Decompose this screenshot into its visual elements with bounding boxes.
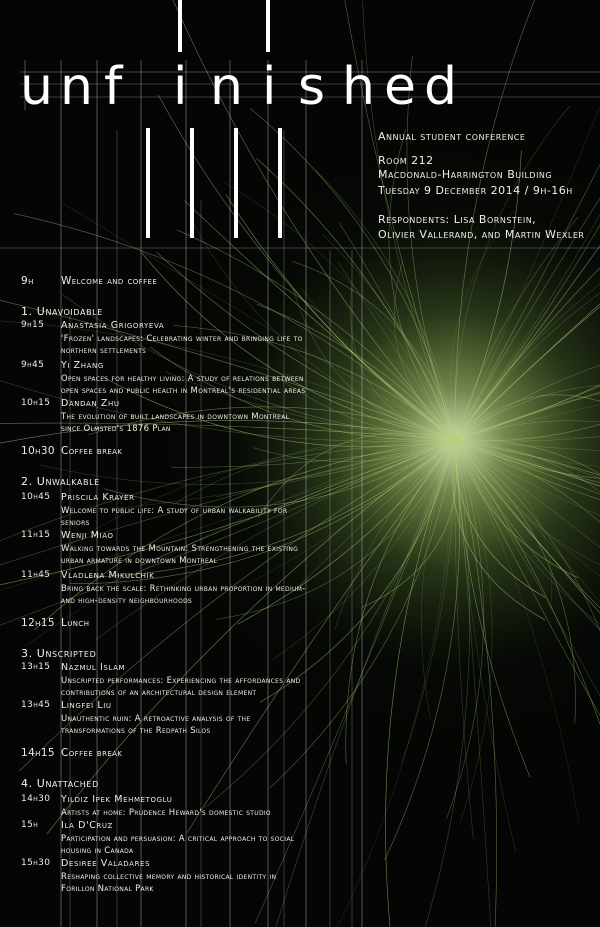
respondents-line-1: Respondents: Lisa Bornstein, bbox=[378, 213, 537, 226]
talk-time: 10h45 bbox=[21, 492, 51, 502]
talk-title: open spaces and public health in Montreal's residential areas bbox=[61, 386, 306, 396]
speaker-name: Dandan Zhu bbox=[61, 398, 120, 409]
talk-title: Welcome to public life: A study of urban walkability for bbox=[61, 506, 288, 516]
break-time: 14h15 bbox=[21, 747, 55, 759]
title-letter: n bbox=[60, 57, 95, 117]
talk-title: The evolution of built landscapes in downtown Montreal bbox=[61, 412, 290, 422]
title-letter: d bbox=[424, 57, 460, 117]
break-label: Coffee break bbox=[61, 747, 123, 759]
section-heading: 2. Unwalkable bbox=[21, 475, 100, 488]
talk-time: 11h45 bbox=[21, 570, 51, 580]
title-letter: s bbox=[298, 57, 328, 117]
talk-title: housing in Canada bbox=[61, 846, 134, 856]
room: Room 212 bbox=[378, 154, 434, 167]
speaker-name: Anastasia Grigoryeva bbox=[61, 320, 165, 331]
title-letter: e bbox=[384, 57, 418, 117]
section-heading: 3. Unscripted bbox=[21, 647, 97, 660]
speaker-name: Yildiz Ipek Mehmetoglu bbox=[61, 794, 173, 805]
welcome-label: Welcome and coffee bbox=[61, 275, 158, 287]
title-letter: u bbox=[20, 57, 55, 117]
speaker-name: Wenji Miao bbox=[61, 530, 114, 541]
speaker-name: Nazmul Islam bbox=[61, 662, 126, 673]
building: Macdonald-Harrington Building bbox=[378, 168, 553, 181]
break-label: Lunch bbox=[61, 617, 90, 629]
talk-title: Reshaping collective memory and historical identity in bbox=[61, 872, 277, 882]
talk-title: Unauthentic ruin: A retroactive analysis of the bbox=[61, 714, 251, 724]
respondents-line-2: Olivier Vallerand, and Martin Wexler bbox=[378, 228, 585, 241]
welcome-time: 9h bbox=[21, 275, 34, 287]
talk-time: 14h30 bbox=[21, 794, 51, 804]
talk-title: Open spaces for healthy living: A study of relations between bbox=[61, 374, 304, 384]
speaker-name: Priscila Krayer bbox=[61, 492, 135, 503]
talk-time: 10h15 bbox=[21, 398, 51, 408]
title-letter: n bbox=[210, 57, 245, 117]
talk-time: 9h45 bbox=[21, 360, 45, 370]
break-time: 10h30 bbox=[21, 445, 55, 457]
talk-time: 13h15 bbox=[21, 662, 51, 672]
talk-title: 'Frozen' landscapes: Celebrating winter and bringing life to bbox=[61, 334, 303, 344]
speaker-name: Lingfei Liu bbox=[61, 700, 112, 711]
conference-label: Annual student conference bbox=[378, 130, 526, 143]
talk-time: 13h45 bbox=[21, 700, 51, 710]
speaker-name: Vladlena Mikulchik bbox=[61, 570, 155, 581]
talk-title: Participation and persuasion: A critical approach to social bbox=[61, 834, 295, 844]
section-heading: 1. Unavoidable bbox=[21, 305, 103, 318]
speaker-name: Yi Zhang bbox=[61, 360, 104, 371]
title-letter: i bbox=[173, 57, 190, 117]
talk-title: Forillon National Park bbox=[61, 884, 154, 894]
talk-title: Unscripted performances: Experiencing the affordances and bbox=[61, 676, 301, 686]
talk-title: transformations of the Redpath Silos bbox=[61, 726, 211, 736]
talk-time: 11h15 bbox=[21, 530, 51, 540]
break-time: 12h15 bbox=[21, 617, 55, 629]
talk-title: contributions of an architectural design element bbox=[61, 688, 257, 698]
talk-title: and high-density neighbourhoods bbox=[61, 596, 193, 606]
talk-time: 15h30 bbox=[21, 858, 51, 868]
talk-title: seniors bbox=[61, 518, 90, 528]
talk-title: northern settlements bbox=[61, 346, 147, 356]
title-letter: i bbox=[262, 57, 279, 117]
break-label: Coffee break bbox=[61, 445, 123, 457]
title-letter: h bbox=[342, 57, 377, 117]
talk-title: since Olmsted's 1876 Plan bbox=[61, 424, 171, 434]
talk-title: Walking towards the Mountain: Strengthening the existing bbox=[61, 544, 299, 554]
speaker-name: Ila D'Cruz bbox=[61, 820, 113, 831]
talk-title: urban armature in downtown Montreal bbox=[61, 556, 218, 566]
talk-time: 9h15 bbox=[21, 320, 45, 330]
title-unfinished bbox=[20, 57, 460, 117]
speaker-name: Desiree Valadares bbox=[61, 858, 151, 869]
section-heading: 4. Unattached bbox=[21, 777, 99, 790]
title-letter: f bbox=[104, 57, 125, 117]
date: Tuesday 9 December 2014 / 9h-16h bbox=[378, 184, 573, 197]
talk-title: Artists at home: Prudence Heward's domestic studio bbox=[61, 808, 271, 818]
talk-title: Bring back the scale: Rethinking urban proportion in medium- bbox=[61, 584, 306, 594]
talk-time: 15h bbox=[21, 820, 39, 830]
